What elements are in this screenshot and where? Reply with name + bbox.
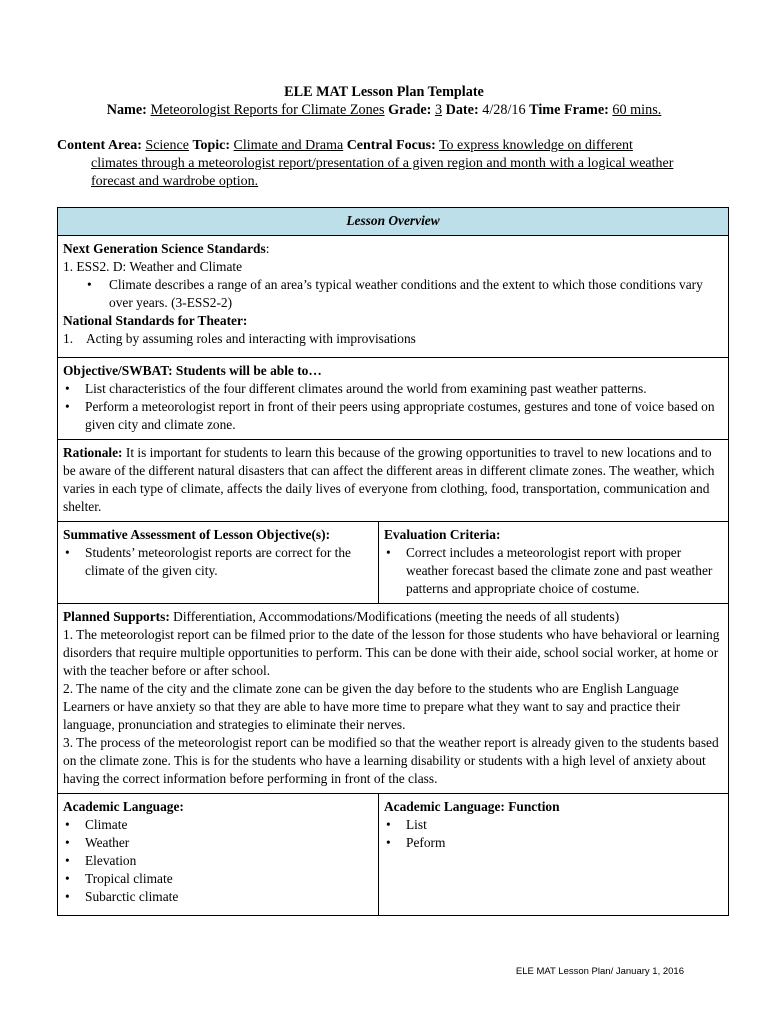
theater-label: National Standards for Theater: bbox=[63, 313, 248, 328]
grade-label: Grade: bbox=[388, 102, 432, 118]
support-item-1: 1. The meteorologist report can be filmed prior to the date of the lesson for those students who have behavioral or learning disorders that require multiple opportunities to perform. This can be done with their aide, school social worker, at home or with the teacher before or after school. bbox=[63, 627, 720, 678]
ngss-bullet-list bbox=[63, 276, 723, 312]
academic-function-list bbox=[384, 816, 723, 852]
topic-label: Topic: bbox=[192, 138, 231, 153]
content-first-line bbox=[57, 138, 633, 153]
academic-function-item: • List bbox=[384, 816, 723, 834]
central-focus-line-1: To express knowledge on different bbox=[438, 138, 633, 153]
theater-item: Acting by assuming roles and interacting with improvisations bbox=[86, 331, 416, 346]
academic-language-item: • Climate bbox=[63, 816, 373, 834]
ngss-bullet: • Climate describes a range of an area’s typical weather conditions and the extent to which those conditions vary over years. (3-ESS2-2) bbox=[63, 276, 723, 312]
lesson-overview-heading: Lesson Overview bbox=[58, 208, 729, 236]
planned-supports-cell bbox=[58, 604, 729, 794]
summative-assessment-cell bbox=[58, 522, 379, 604]
academic-language-list bbox=[63, 816, 373, 906]
name-value: Meteorologist Reports for Climate Zones bbox=[150, 102, 385, 118]
ngss-label: Next Generation Science Standards bbox=[63, 241, 266, 256]
academic-function-item: • Peform bbox=[384, 834, 723, 852]
objective-cell bbox=[58, 358, 729, 440]
objective-item: • List characteristics of the four different climates around the world from examining past weather patterns. bbox=[63, 380, 723, 398]
academic-language-cell bbox=[58, 794, 379, 916]
supports-intro: Differentiation, Accommodations/Modifications (meeting the needs of all students) bbox=[169, 609, 620, 624]
topic-value: Climate and Drama bbox=[233, 138, 344, 153]
timeframe-label: Time Frame: bbox=[529, 102, 609, 118]
central-focus-label: Central Focus: bbox=[346, 138, 436, 153]
academic-language-label: Academic Language: bbox=[63, 799, 184, 814]
criteria-label: Evaluation Criteria: bbox=[384, 527, 501, 542]
support-item-2: 2. The name of the city and the climate zone can be given the day before to the students who are English Language Learners or have anxiety so that they are able to have more time to prepare what they want to say and practice their language, pronunciation and strategies to eliminate their nerves. bbox=[63, 681, 681, 732]
theater-item-number: 1. bbox=[63, 331, 74, 346]
name-label: Name: bbox=[106, 102, 147, 118]
summative-label: Summative Assessment of Lesson Objective(s): bbox=[63, 527, 331, 542]
objective-label: Objective/SWBAT: Students will be able to… bbox=[63, 363, 322, 378]
academic-function-cell bbox=[379, 794, 729, 916]
central-focus-line-2: climates through a meteorologist report/presentation of a given region and month with a logical weather bbox=[91, 156, 674, 171]
rationale-cell bbox=[58, 440, 729, 522]
theater-item-row bbox=[63, 330, 723, 348]
support-item-3: 3. The process of the meteorologist report can be modified so that the weather report is already given to the students based on the climate zone. This is for the students who have a learning disability or students with a high level of anxiety about having the correct information before performing in front of the class. bbox=[63, 735, 719, 786]
content-area-block bbox=[57, 137, 727, 191]
central-focus-line-3: forecast and wardrobe option. bbox=[91, 174, 259, 189]
content-area-value: Science bbox=[145, 138, 189, 153]
timeframe-value: 60 mins. bbox=[612, 102, 662, 118]
criteria-item: • Correct includes a meteorologist report with proper weather forecast based the climate zone and past weather patterns and appropriate choice of costume. bbox=[384, 544, 723, 598]
summative-item: • Students’ meteorologist reports are correct for the climate of the given city. bbox=[63, 544, 373, 580]
supports-label: Planned Supports: bbox=[63, 609, 170, 624]
date-label: Date: bbox=[445, 102, 479, 118]
evaluation-criteria-cell bbox=[379, 522, 729, 604]
rationale-text: It is important for students to learn this because of the growing opportunities to travel to new locations and to be aware of the different natural disasters that can affect the different areas in different climate zones. The weather, which varies in each type of climate, affects the daily lives of everyone from clothing, food, transportation, communication and shelter. bbox=[63, 445, 715, 514]
header-info-line bbox=[0, 101, 768, 119]
grade-value: 3 bbox=[434, 102, 443, 118]
academic-language-item: • Elevation bbox=[63, 852, 373, 870]
academic-language-item: • Tropical climate bbox=[63, 870, 373, 888]
page-footer: ELE MAT Lesson Plan/ January 1, 2016 bbox=[515, 966, 684, 977]
ngss-colon: : bbox=[265, 241, 270, 256]
ngss-item: 1. ESS2. D: Weather and Climate bbox=[63, 259, 243, 274]
standards-cell bbox=[58, 236, 729, 358]
academic-language-item: • Weather bbox=[63, 834, 373, 852]
criteria-list bbox=[384, 544, 723, 598]
date-value: 4/28/16 bbox=[482, 102, 526, 118]
objective-item: • Perform a meteorologist report in front of their peers using appropriate costumes, gestures and tone of voice based on given city and climate zone. bbox=[63, 398, 723, 434]
objective-list bbox=[63, 380, 723, 434]
academic-function-label: Academic Language: Function bbox=[384, 799, 560, 814]
summative-list bbox=[63, 544, 373, 580]
rationale-label: Rationale: bbox=[63, 445, 123, 460]
lesson-plan-table bbox=[57, 207, 729, 916]
academic-language-item: • Subarctic climate bbox=[63, 888, 373, 906]
document-title: ELE MAT Lesson Plan Template bbox=[284, 84, 484, 100]
content-area-label: Content Area: bbox=[57, 138, 142, 153]
